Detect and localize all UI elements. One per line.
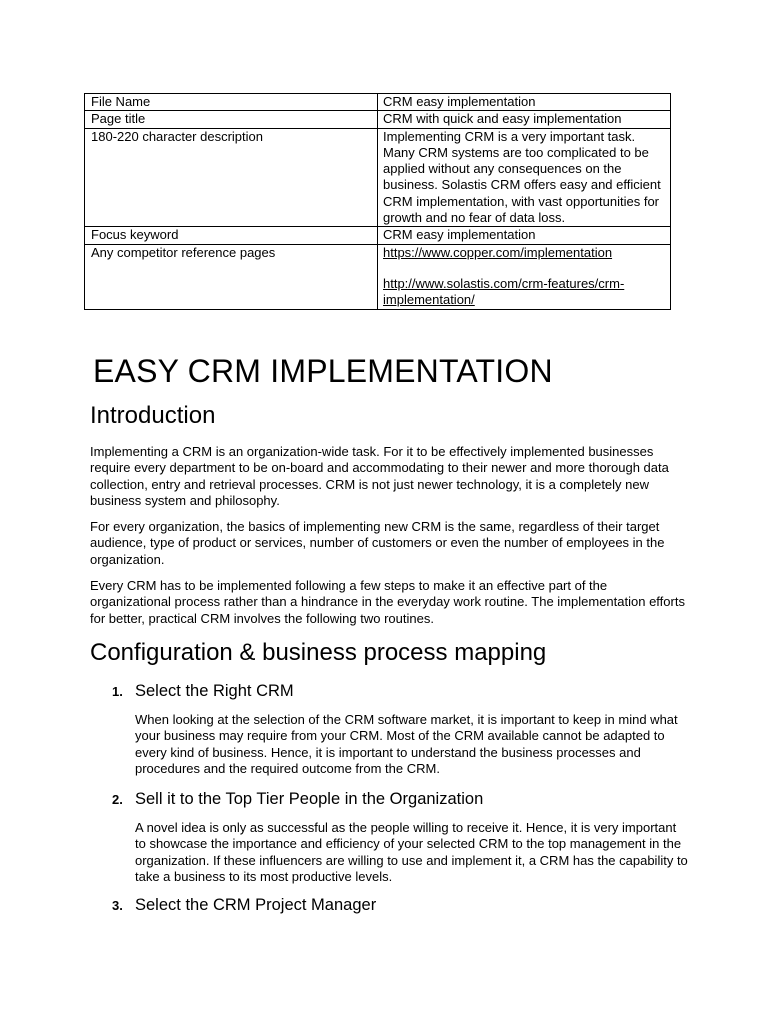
description-label: 180-220 character description	[85, 128, 378, 227]
document-title: EASY CRM IMPLEMENTATION	[93, 353, 553, 389]
competitor-link[interactable]: http://www.solastis.com/crm-features/crm-implementation/	[383, 275, 625, 308]
list-item-title: Select the CRM Project Manager	[135, 896, 377, 914]
competitor-link[interactable]: https://www.copper.com/implementation	[383, 244, 613, 260]
list-item-number: 3.	[112, 898, 123, 913]
list-item-body: A novel idea is only as successful as the people willing to receive it. Hence, it is very important to showcase the importance and efficiency of your selected CRM to the top management in the organization. If these influencers are willing to use and implement it, a CRM has the capability to take a business to its most productive levels.	[135, 820, 688, 884]
table-row	[85, 227, 671, 244]
list-item-body: When looking at the selection of the CRM software market, it is important to keep in mind what your business may require from your CRM. Most of the CRM available cannot be adapted to every kind of business. Hence, it is important to understand the business processes and procedures and the required outcome from the CRM.	[135, 712, 678, 776]
intro-paragraph: Every CRM has to be implemented following a few steps to make it an effective part of the organizational process rather than a hindrance in the everyday work routine. The implementation efforts for better, practical CRM involves the following two routines.	[90, 578, 685, 626]
file-name-value: CRM easy implementation	[378, 94, 671, 111]
intro-paragraph: For every organization, the basics of implementing new CRM is the same, regardless of their target audience, type of product or services, number of customers or even the number of employees in the organization.	[90, 519, 665, 567]
list-item-number: 2.	[112, 792, 123, 807]
intro-paragraph: Implementing a CRM is an organization-wide task. For it to be effectively implemented businesses require every department to be on-board and accommodating to their newer and more thorough data collection, entry and retrieval processes. CRM is not just newer technology, it is a completely new business system and philosophy.	[90, 444, 669, 508]
list-item-title: Sell it to the Top Tier People in the Organization	[135, 790, 484, 808]
table-row	[85, 111, 671, 128]
description-value: Implementing CRM is a very important task. Many CRM systems are too complicated to be applied without any consequences on the business. Solastis CRM offers easy and efficient CRM implementation, with vast opportunities for growth and no fear of data loss.	[378, 128, 671, 227]
competitor-links	[378, 244, 671, 309]
table-row	[85, 94, 671, 111]
focus-keyword-value: CRM easy implementation	[378, 227, 671, 244]
focus-keyword-label: Focus keyword	[85, 227, 378, 244]
page-title-value: CRM with quick and easy implementation	[378, 111, 671, 128]
list-item-title: Select the Right CRM	[135, 682, 294, 700]
intro-heading: Introduction	[90, 402, 216, 429]
config-heading: Configuration & business process mapping	[90, 639, 547, 666]
file-name-label: File Name	[85, 94, 378, 111]
table-row	[85, 128, 671, 227]
table-row	[85, 244, 671, 309]
competitor-label: Any competitor reference pages	[85, 244, 378, 309]
metadata-table	[84, 93, 671, 310]
page-title-label: Page title	[85, 111, 378, 128]
list-item-number: 1.	[112, 684, 123, 699]
